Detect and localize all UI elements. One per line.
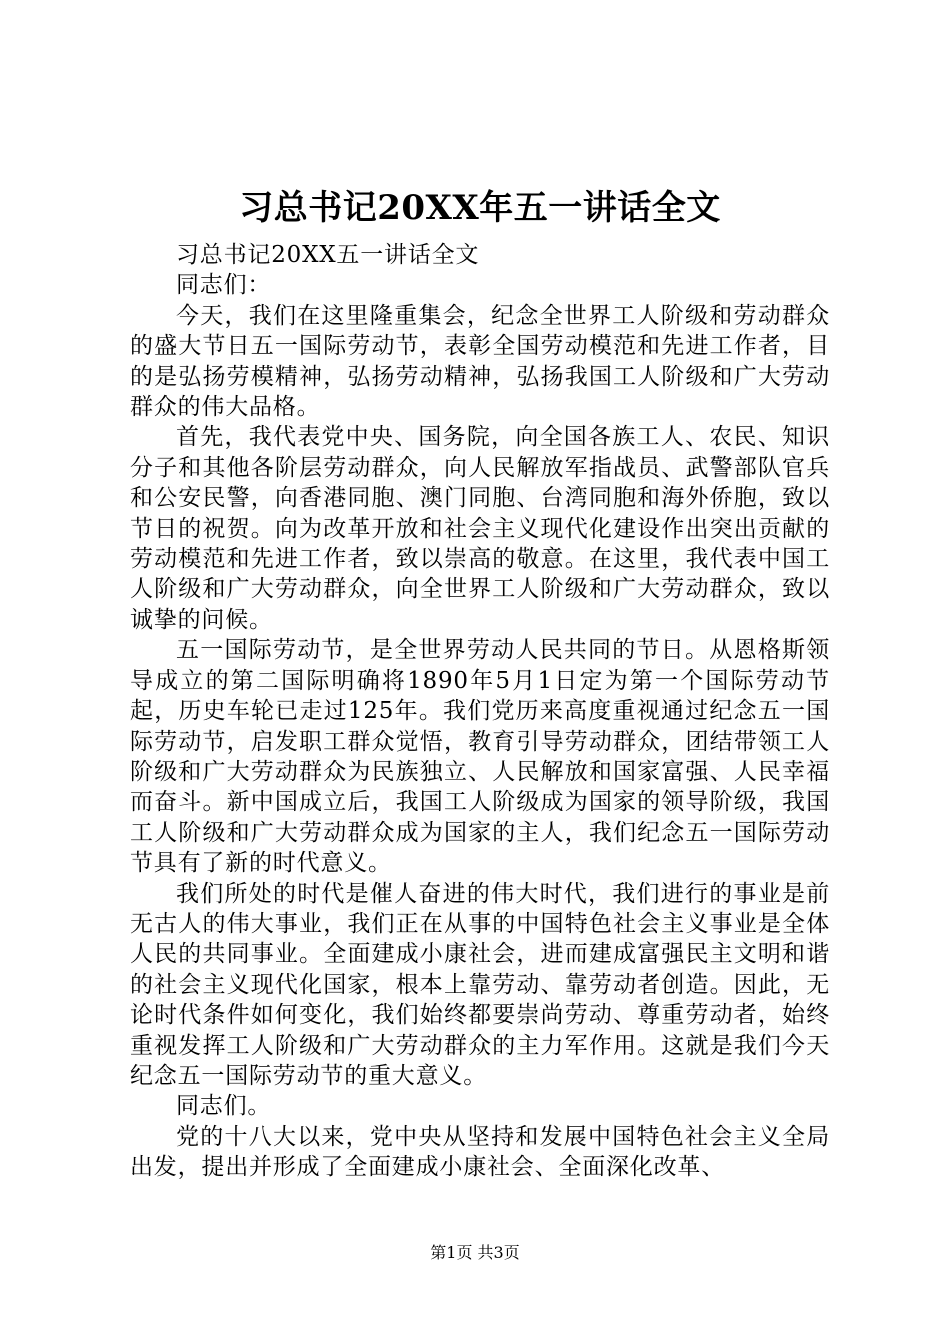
document-page (130, 0, 830, 1344)
document-body (130, 240, 830, 1183)
subtitle-paragraph: 习总书记20XX五一讲话全文 (176, 242, 480, 268)
body-paragraph: 今天，我们在这里隆重集会，纪念全世界工人阶级和劳动群众的盛大节日五一国际劳动节，表彰全国劳动模范和先进工作者，目的是弘扬劳模精神，弘扬劳动精神，弘扬我国工人阶级和广大劳动群众的伟大品格。 (130, 302, 830, 421)
body-paragraph: 党的十八大以来，党中央从坚持和发展中国特色社会主义全局出发，提出并形成了全面建成小康社会、全面深化改革、 (130, 1123, 830, 1181)
page-footer: 第1页 共3页 (430, 1243, 520, 1262)
salutation-paragraph: 同志们。 (176, 1093, 272, 1120)
body-paragraph: 首先，我代表党中央、国务院，向全国各族工人、农民、知识分子和其他各阶层劳动群众，向人民解放军指战员、武警部队官兵和公安民警，向香港同胞、澳门同胞、台湾同胞和海外侨胞，致以节日的祝贺。向为改革开放和社会主义现代化建设作出突出贡献的劳动模范和先进工作者，致以崇高的敬意。在这里，我代表中国工人阶级和广大劳动群众，向全世界工人阶级和广大劳动群众，致以诚挚的问候。 (130, 424, 830, 633)
document-title: 习总书记20XX年五一讲话全文 (239, 188, 721, 228)
body-paragraph: 五一国际劳动节，是全世界劳动人民共同的节日。从恩格斯领导成立的第二国际明确将1890年5月1日定为第一个国际劳动节起，历史车轮已走过125年。我们党历来高度重视通过纪念五一国际劳动节，启发职工群众觉悟，教育引导劳动群众，团结带领工人阶级和广大劳动群众为民族独立、人民解放和国家富强、人民幸福而奋斗。新中国成立后，我国工人阶级成为国家的领导阶级，我国工人阶级和广大劳动群众成为国家的主人，我们纪念五一国际劳动节具有了新的时代意义。 (130, 637, 830, 877)
body-paragraph: 我们所处的时代是催人奋进的伟大时代，我们进行的事业是前无古人的伟大事业，我们正在从事的中国特色社会主义事业是全体人民的共同事业。全面建成小康社会，进而建成富强民主文明和谐的社会主义现代化国家，根本上靠劳动、靠劳动者创造。因此，无论时代条件如何变化，我们始终都要崇尚劳动、尊重劳动者，始终重视发挥工人阶级和广大劳动群众的主力军作用。这就是我们今天纪念五一国际劳动节的重大意义。 (130, 880, 830, 1089)
salutation-paragraph: 同志们： (176, 272, 272, 299)
